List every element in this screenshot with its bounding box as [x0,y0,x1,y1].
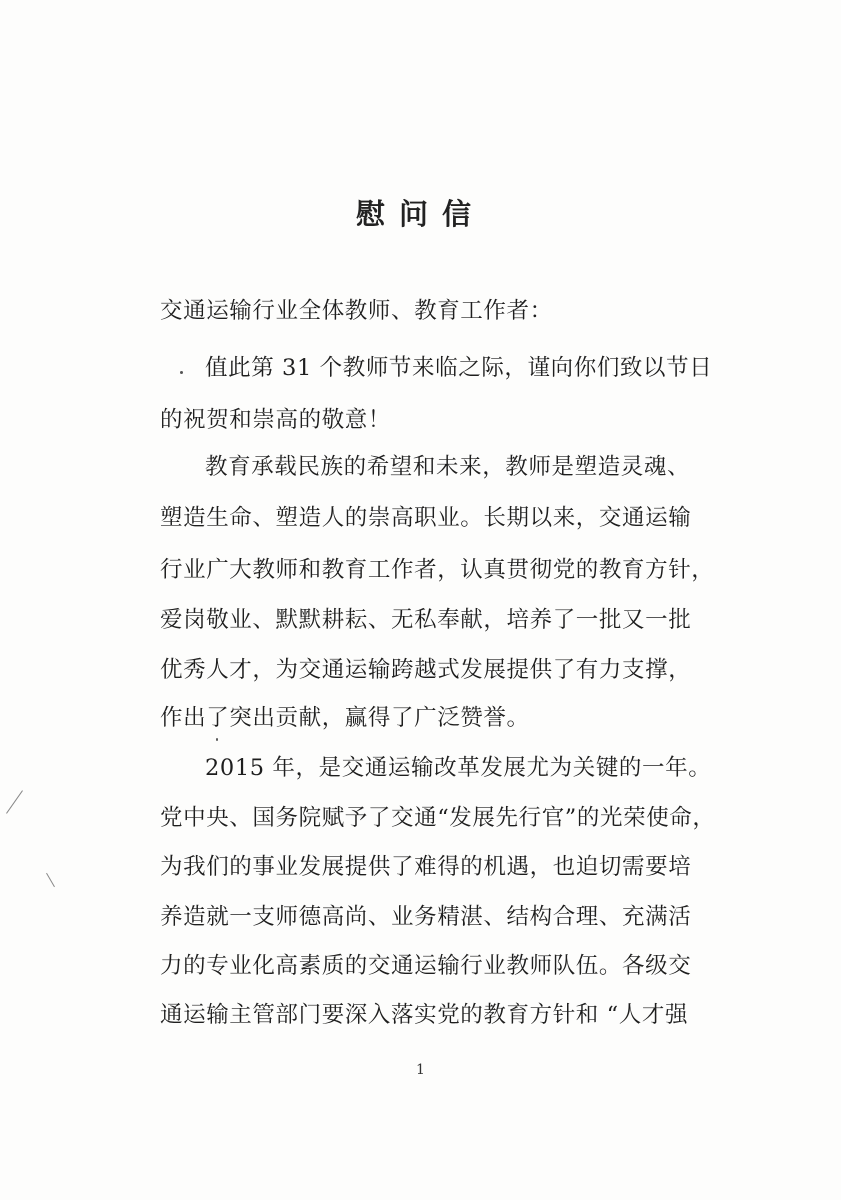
paragraph-line: 优秀人才，为交通运输跨越式发展提供了有力支撑， [160,657,692,683]
paragraph-line: 作出了突出贡献，赢得了广泛赞誉。 [160,705,530,731]
scan-speck [180,371,183,374]
scan-scratch [6,790,23,814]
paragraph-line: 教育承载民族的希望和未来，教师是塑造灵魂、 [205,454,691,480]
paragraph-line: 力的专业化高素质的交通运输行业教师队伍。各级交 [160,953,692,979]
letter-title: 慰问信 [355,197,485,231]
paragraph-line: 塑造生命、塑造人的崇高职业。长期以来，交通运输 [160,505,692,531]
paragraph-line: 的祝贺和崇高的敬意！ [160,407,392,433]
paragraph-line: 为我们的事业发展提供了难得的机遇，也迫切需要培 [160,854,692,880]
paragraph-line: 行业广大教师和教育工作者，认真贯彻党的教育方针， [160,557,715,583]
scan-speck [216,738,218,741]
paragraph-line: 通运输主管部门要深入落实党的教育方针和 “人才强 [160,1002,689,1028]
paragraph-line: 2015 年，是交通运输改革发展尤为关键的一年。 [205,755,712,781]
paragraph-line: 值此第 31 个教师节来临之际，谨向你们致以节日 [205,355,713,381]
paragraph-line: 党中央、国务院赋予了交通“发展先行官”的光荣使命， [160,805,716,831]
scan-scratch [46,873,55,887]
paragraph-line: 养造就一支师德高尚、业务精湛、结构合理、充满活 [160,904,692,930]
salutation: 交通运输行业全体教师、教育工作者： [160,298,553,324]
page-number: 1 [416,1062,425,1078]
paragraph-line: 爱岗敬业、默默耕耘、无私奉献，培养了一批又一批 [160,607,692,633]
